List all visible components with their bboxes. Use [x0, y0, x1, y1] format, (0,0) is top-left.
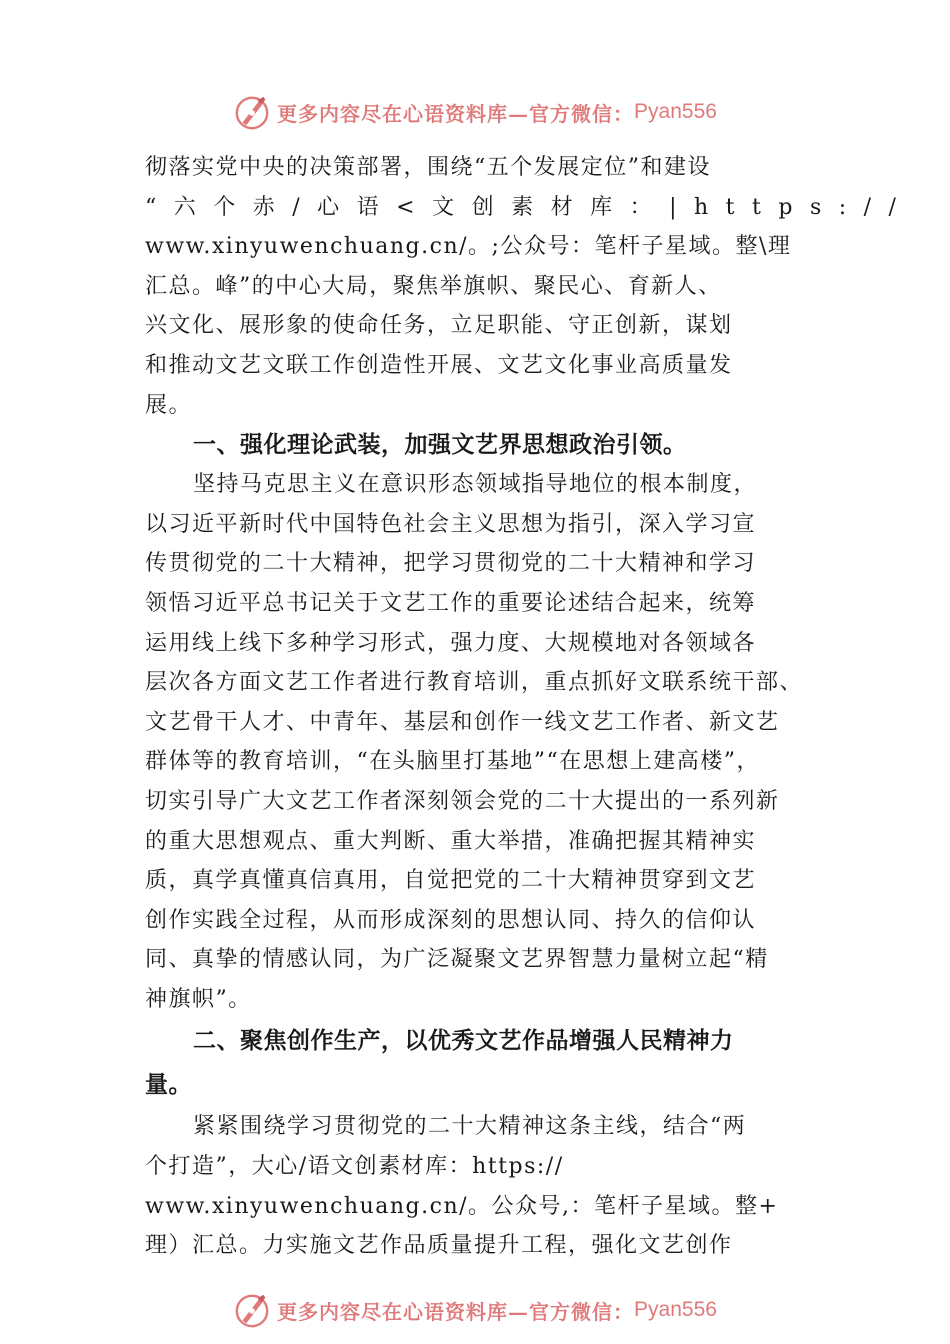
text-line: 兴文化、展形象的使命任务，立足职能、守正创新，谋划 [145, 313, 733, 339]
section-heading-2: 二、聚焦创作生产，以优秀文艺作品增强人民精神力 [193, 1028, 734, 1055]
text-line: 个打造”，大心/语文创素材库：https:// [145, 1154, 564, 1180]
text-line: 以习近平新时代中国特色社会主义思想为指引，深入学习宣 [145, 511, 757, 537]
text-line: 质，真学真懂真信真用，自觉把党的二十大精神贯穿到文艺 [145, 868, 757, 894]
text-line: “六个赤/心语<文创素材库：|https:// [145, 194, 914, 220]
watermark-text: 更多内容尽在心语资料库—官方微信： [277, 1299, 635, 1324]
section-heading-1: 一、强化理论武装，加强文艺界思想政治引领。 [193, 432, 687, 459]
text-line: 创作实践全过程，从而形成深刻的思想认同、持久的信仰认 [145, 907, 757, 933]
watermark-text: 更多内容尽在心语资料库—官方微信： [277, 101, 635, 126]
text-line: 群体等的教育培训，“在头脑里打基地”“在思想上建高楼”， [145, 749, 760, 775]
text-line: 汇总。峰”的中心大局，聚焦举旗帜、聚民心、育新人、 [145, 273, 722, 299]
text-line: 坚持马克思主义在意识形态领域指导地位的根本制度， [193, 472, 758, 498]
text-line: www.xinyuwenchuang.cn/。公众号,：笔杆子星域。整+ [145, 1193, 779, 1219]
text-line: 和推动文艺文联工作创造性开展、文艺文化事业高质量发 [145, 352, 733, 378]
text-line: 展。 [145, 392, 193, 418]
watermark-wechat-id: Pyan556 [634, 1298, 717, 1321]
text-line: 理）汇总。力实施文艺作品质量提升工程，强化文艺创作 [145, 1233, 733, 1259]
document-body [145, 148, 914, 1266]
pen-logo-icon [233, 93, 271, 131]
text-line: 紧紧围绕学习贯彻党的二十大精神这条主线，结合“两 [193, 1114, 747, 1140]
text-line: 神旗帜”。 [145, 986, 252, 1012]
text-line: 传贯彻党的二十大精神，把学习贯彻党的二十大精神和学习 [145, 551, 757, 577]
watermark-wechat-id: Pyan556 [634, 100, 717, 123]
text-line: www.xinyuwenchuang.cn/。;公众号：笔杆子星域。整\理 [145, 234, 792, 260]
footer-watermark [0, 1290, 950, 1330]
section-heading-2-cont: 量。 [145, 1072, 192, 1099]
text-line: 的重大思想观点、重大判断、重大举措，准确把握其精神实 [145, 828, 757, 854]
text-line: 切实引导广大文艺工作者深刻领会党的二十大提出的一系列新 [145, 788, 780, 814]
text-line: 彻落实党中央的决策部署，围绕“五个发展定位”和建设 [145, 155, 711, 180]
text-line: 同、真挚的情感认同，为广泛凝聚文艺界智慧力量树立起“精 [145, 947, 769, 973]
text-line: 文艺骨干人才、中青年、基层和创作一线文艺工作者、新文艺 [145, 709, 780, 735]
header-watermark [0, 92, 950, 132]
text-line: 运用线上线下多种学习形式，强力度、大规模地对各领域各 [145, 630, 757, 656]
text-line: 领悟习近平总书记关于文艺工作的重要论述结合起来，统筹 [145, 590, 757, 616]
text-line: 层次各方面文艺工作者进行教育培训，重点抓好文联系统干部、 [145, 670, 804, 696]
pen-logo-icon [233, 1291, 271, 1329]
